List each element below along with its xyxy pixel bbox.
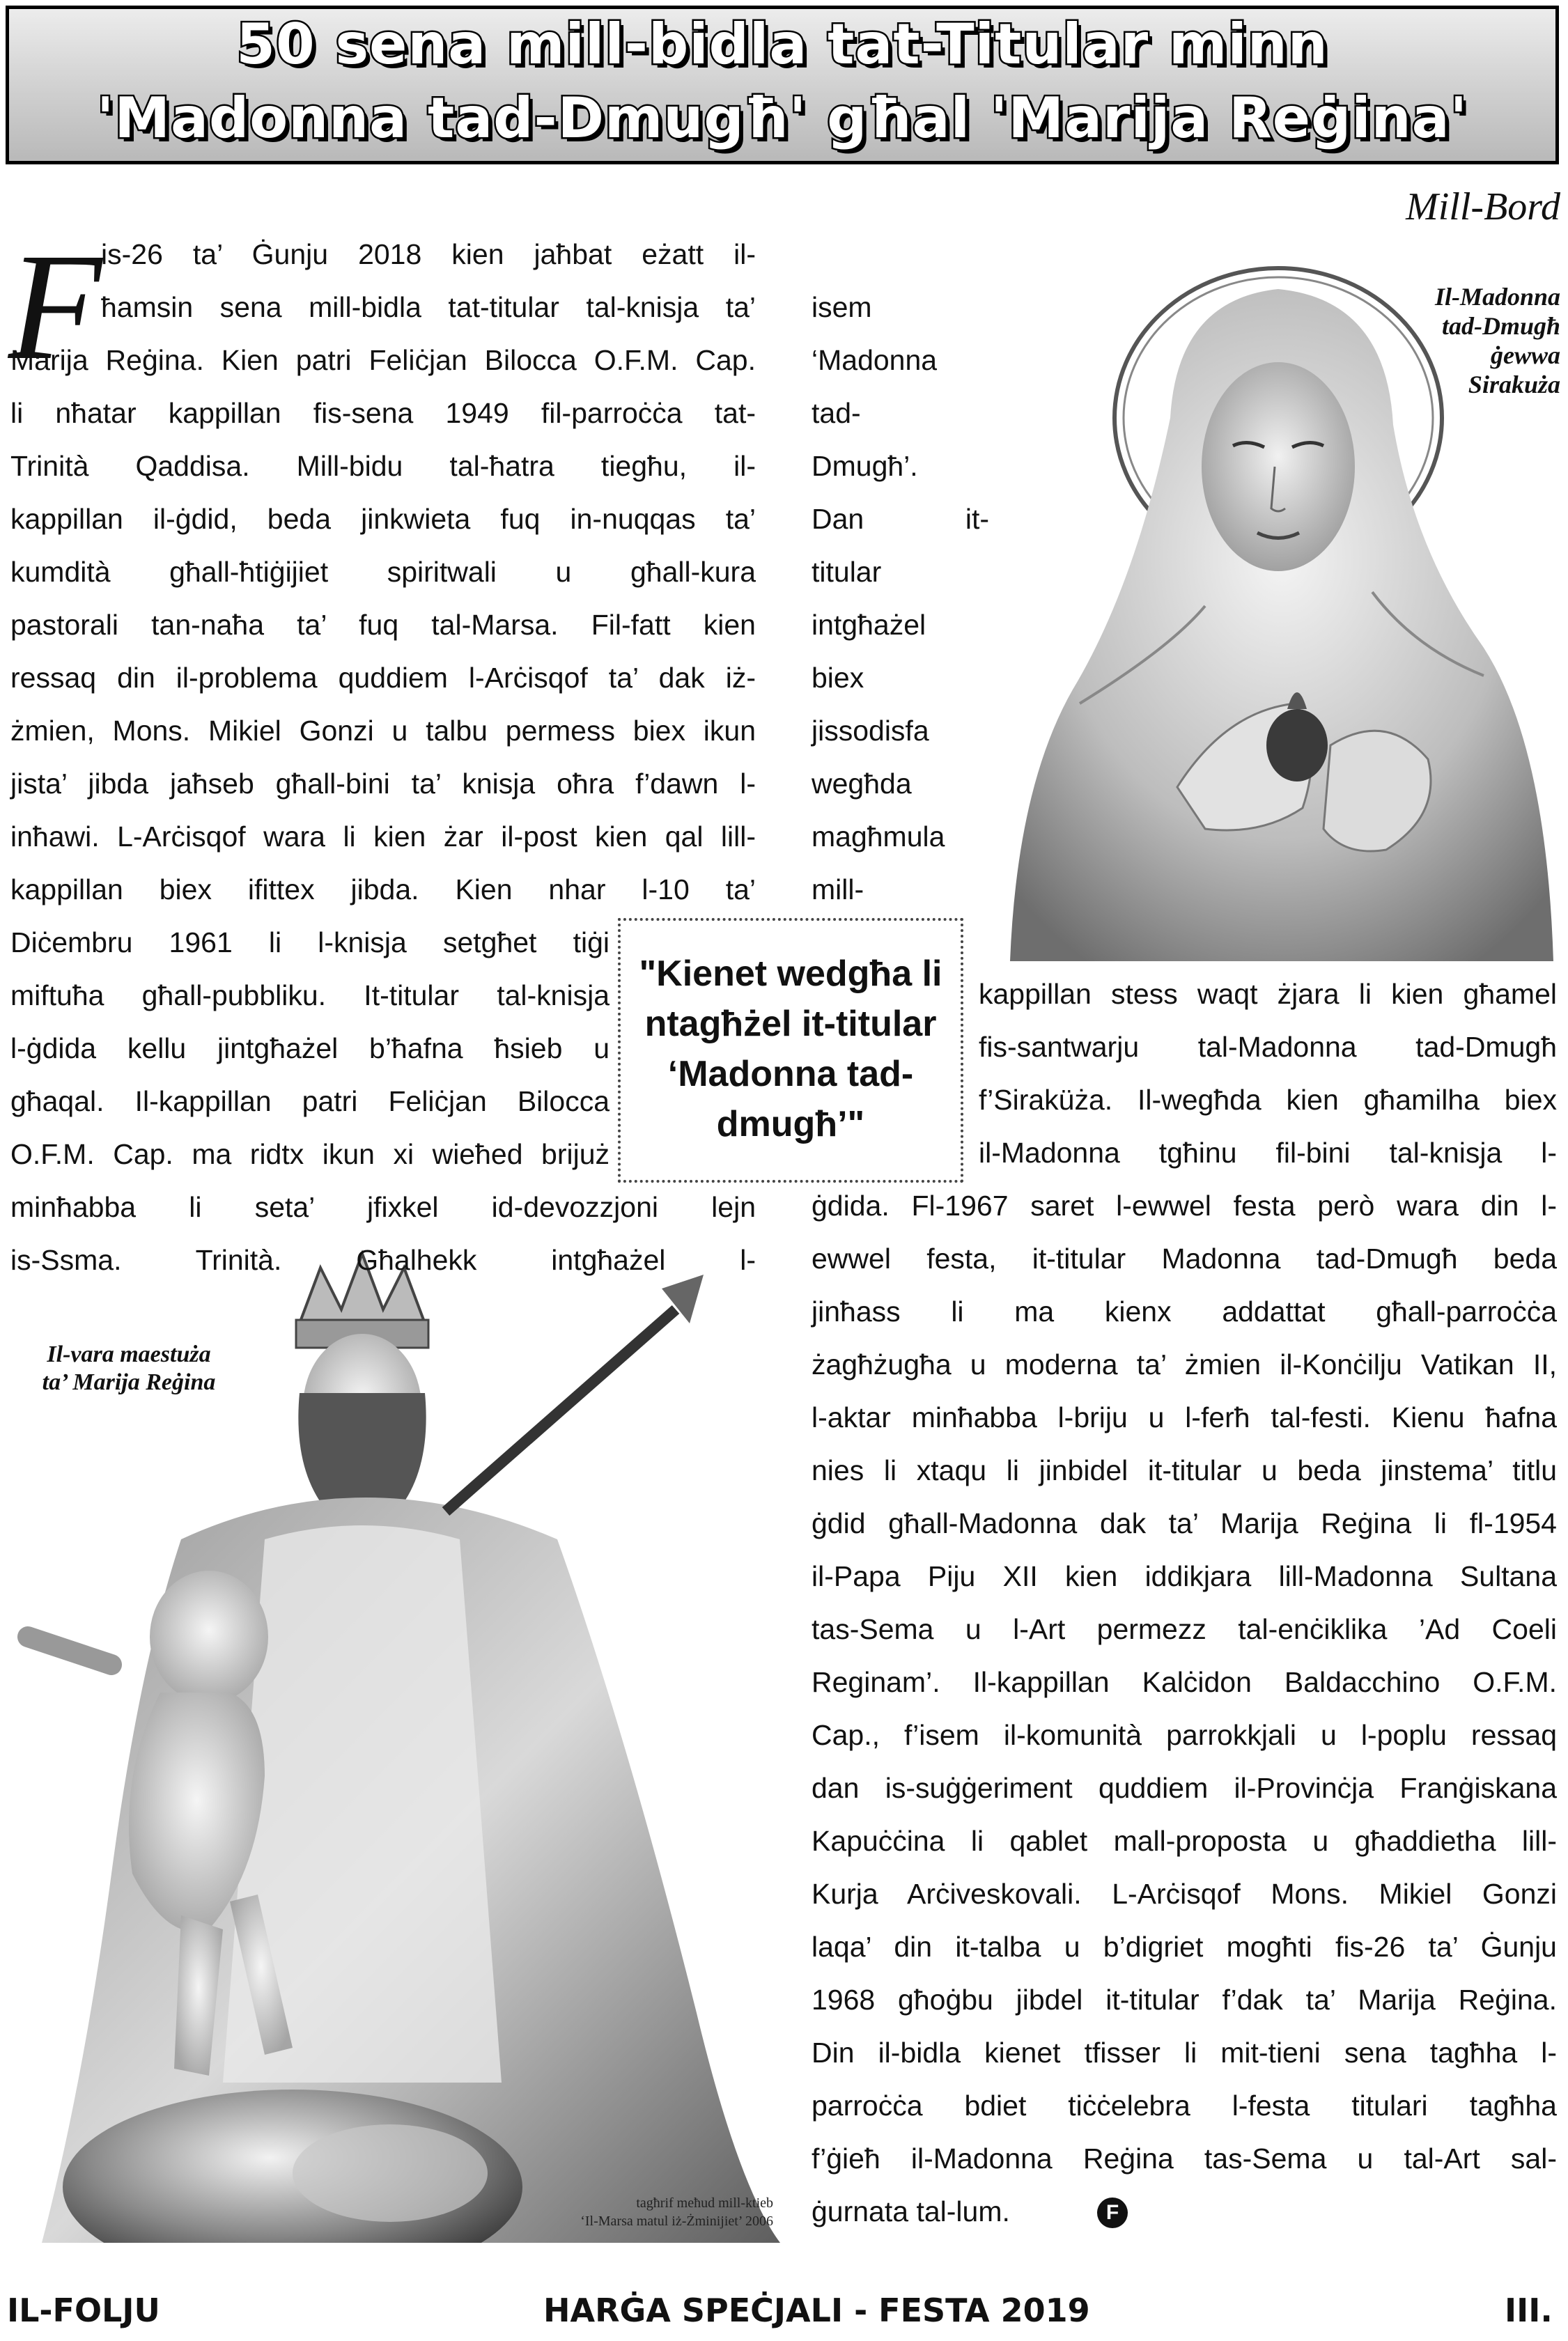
end-mark-icon: F bbox=[1097, 2198, 1128, 2228]
text-line: intgħażel bbox=[812, 609, 926, 641]
text-line: titular bbox=[812, 556, 882, 588]
title-line-2: 'Madonna tad-Dmugħ' għal 'Marija Reġina' bbox=[96, 86, 1468, 150]
text-line: Din il-bidla kienet tfisser li mit-tieni sena tagħha l- bbox=[812, 2037, 1557, 2069]
source-credit bbox=[481, 2194, 773, 2230]
text-line: Kapuċċina li qablet mall-proposta u għaddietha lill- bbox=[812, 1825, 1557, 1857]
article-column-narrow bbox=[812, 281, 989, 916]
madonna-tag bbox=[1372, 185, 1560, 229]
title-line-1: 50 sena mill-bidla tat-Titular minn bbox=[236, 12, 1328, 77]
text-line: li nħatar kappillan fis-sena 1949 fil-parroċċa tat- bbox=[10, 397, 756, 429]
text-line: ‘Madonna bbox=[812, 344, 938, 376]
text-line: Kurja Arċiveskovali. L-Arċisqof Mons. Mikiel Gonzi bbox=[812, 1878, 1557, 1910]
text-line: fis-santwarju tal-Madonna tad-Dmugħ bbox=[979, 1031, 1557, 1063]
text-line: żmien, Mons. Mikiel Gonzi u talbu permess biex ikun bbox=[10, 715, 756, 747]
text-line: kappillan stess waqt żjara li kien għamel bbox=[979, 978, 1557, 1010]
text-line: il-Madonna tgħinu fil-bini tal-knisja l- bbox=[979, 1137, 1557, 1169]
text-line: inħawi. L-Arċisqof wara li kien żar il-post kien qal lill- bbox=[10, 820, 756, 853]
text-line: il-Papa Piju XII kien iddikjara lill-Madonna Sultana bbox=[812, 1560, 1557, 1592]
pull-quote-line: ‘Madonna tad- bbox=[667, 1054, 914, 1094]
text-line: tas-Sema u l-Art permezz tal-enċiklika ’Ad Coeli bbox=[812, 1613, 1557, 1645]
text-line: isem bbox=[812, 291, 872, 323]
text-line: minħabba li seta’ jfixkel id-devozzjoni lejn bbox=[10, 1191, 756, 1223]
text-line: O.F.M. Cap. ma ridtx ikun xi wieħed brijuż bbox=[10, 1138, 610, 1170]
text-line: l-aktar minħabba l-briju u l-ferħ tal-festi. Kienu ħafna bbox=[812, 1401, 1557, 1433]
text-line: Trinità Qaddisa. Mill-bidu tal-ħatra tiegħu, il- bbox=[10, 450, 756, 482]
text-line: ġdida. Fl-1967 saret l-ewwel festa però wara din l- bbox=[812, 1190, 1557, 1222]
text-line: jinħass li ma kienx addattat għall-parroċċa bbox=[812, 1296, 1557, 1328]
text-line: is-26 ta’ Ġunju 2018 kien jaħbat eżatt il- bbox=[101, 238, 756, 270]
text-line: żagħżugħa u moderna ta’ żmien il-Konċilju Vatikan II, bbox=[812, 1348, 1557, 1381]
text-line: biex bbox=[812, 662, 864, 694]
footer-left: IL-FOLJU bbox=[7, 2292, 160, 2329]
regina-caption bbox=[14, 1341, 244, 1397]
text-line: nies li xtaqu li jinbidel it-titular u beda jinstema’ titlu bbox=[812, 1454, 1557, 1486]
madonna-caption-line: tad-Dmugħ bbox=[1441, 312, 1560, 340]
credit-line: ‘Il-Marsa matul iż-Żminijiet’ 2006 bbox=[580, 2214, 773, 2229]
text-line: dan is-suġġeriment quddiem il-Provinċja Franġiskana bbox=[812, 1772, 1557, 1804]
text-line: ewwel festa, it-titular Madonna tad-Dmugħ beda bbox=[812, 1243, 1557, 1275]
text-line: pastorali tan-naħa ta’ fuq tal-Marsa. Fil-fatt kien bbox=[10, 609, 756, 641]
title-banner bbox=[6, 6, 1559, 164]
footer-center: HARĠA SPEĊJALI - FESTA 2019 bbox=[543, 2292, 1090, 2329]
pull-quote-line: ntagħżel it-titular bbox=[644, 1004, 937, 1044]
text-line: kappillan il-ġdid, beda jinkwieta fuq in-nuqqas ta’ bbox=[10, 503, 756, 535]
text-line: magħmula bbox=[812, 820, 945, 853]
text-line: tad- bbox=[812, 397, 861, 429]
madonna-caption bbox=[1386, 282, 1560, 399]
text-line: Cap., f’isem il-komunità parrokkjali u l-poplu ressaq bbox=[812, 1719, 1557, 1751]
regina-caption-line: Il-vara maestuża bbox=[47, 1341, 211, 1367]
text-line: f’ġieħ il-Madonna Reġina tas-Sema u tal-Art sal- bbox=[812, 2142, 1557, 2175]
madonna-tag-text: Mill-Bord bbox=[1406, 185, 1560, 228]
text-line: laqa’ din it-talba u b’digriet mogħti fis-26 ta’ Ġunju bbox=[812, 1931, 1557, 1963]
text-line: 1968 għoġbu jibdel it-titular f’dak ta’ Marija Reġina. bbox=[812, 1984, 1557, 2016]
text-line: miftuħa għall-pubbliku. It-titular tal-knisja bbox=[10, 979, 610, 1011]
text-line: ħamsin sena mill-bidla tat-titular tal-knisja ta’ bbox=[101, 291, 756, 323]
regina-caption-line: ta’ Marija Reġina bbox=[42, 1369, 216, 1395]
madonna-caption-line: Sirakuża bbox=[1468, 371, 1560, 398]
madonna-caption-line: Il-Madonna bbox=[1434, 283, 1560, 311]
text-line: mill- bbox=[812, 873, 864, 905]
text-line: ġurnata tal-lum. bbox=[812, 2195, 1010, 2227]
text-line: ressaq din il-problema quddiem l-Arċisqof ta’ dak iż- bbox=[10, 662, 756, 694]
credit-line: tagħrif meħud mill-ktieb bbox=[636, 2195, 773, 2211]
text-line: is-Ssma. Trinità. Għalhekk intgħażel l- bbox=[10, 1244, 756, 1276]
text-line: f’Siraküża. Il-wegħda kien għamilha biex bbox=[979, 1084, 1557, 1116]
text-line: wegħda bbox=[812, 768, 912, 800]
text-line: jissodisfa bbox=[812, 715, 929, 747]
text-line: Reginam’. Il-kappillan Kalċidon Baldacchino O.F.M. bbox=[812, 1666, 1557, 1698]
drop-cap: F bbox=[8, 221, 102, 391]
madonna-caption-line: ġewwa bbox=[1490, 341, 1560, 369]
pull-quote bbox=[618, 918, 963, 1183]
text-line: għaqal. Il-kappillan patri Feliċjan Bilocca bbox=[10, 1085, 610, 1117]
text-line: ġdid għall-Madonna dak ta’ Marija Reġina li fl-1954 bbox=[812, 1507, 1557, 1539]
text-line: jista’ jibda jaħseb għall-bini ta’ knisja oħra f’dawn l- bbox=[10, 768, 756, 800]
text-line: parroċċa bdiet tiċċelebra l-festa titulari tagħha bbox=[812, 2090, 1557, 2122]
text-line: Diċembru 1961 li l-knisja setgħet tiġi bbox=[10, 926, 610, 958]
pull-quote-line: dmugħ’" bbox=[716, 1104, 865, 1144]
footer-page-number: III. bbox=[1505, 2292, 1553, 2329]
text-line: Marija Reġina. Kien patri Feliċjan Bilocca O.F.M. Cap. bbox=[10, 344, 756, 376]
pull-quote-line: "Kienet wedgħa li bbox=[639, 954, 942, 994]
text-line: Dmugħ’. bbox=[812, 450, 918, 482]
text-line: kappillan biex ifittex jibda. Kien nhar l-10 ta’ bbox=[10, 873, 756, 905]
text-line: kumdità għall-ħtiġijiet spiritwali u għall-kura bbox=[10, 556, 756, 588]
text-line: Dan it- bbox=[812, 503, 989, 535]
text-line: l-ġdida kellu jintgħażel b’ħafna ħsieb u bbox=[10, 1032, 610, 1064]
